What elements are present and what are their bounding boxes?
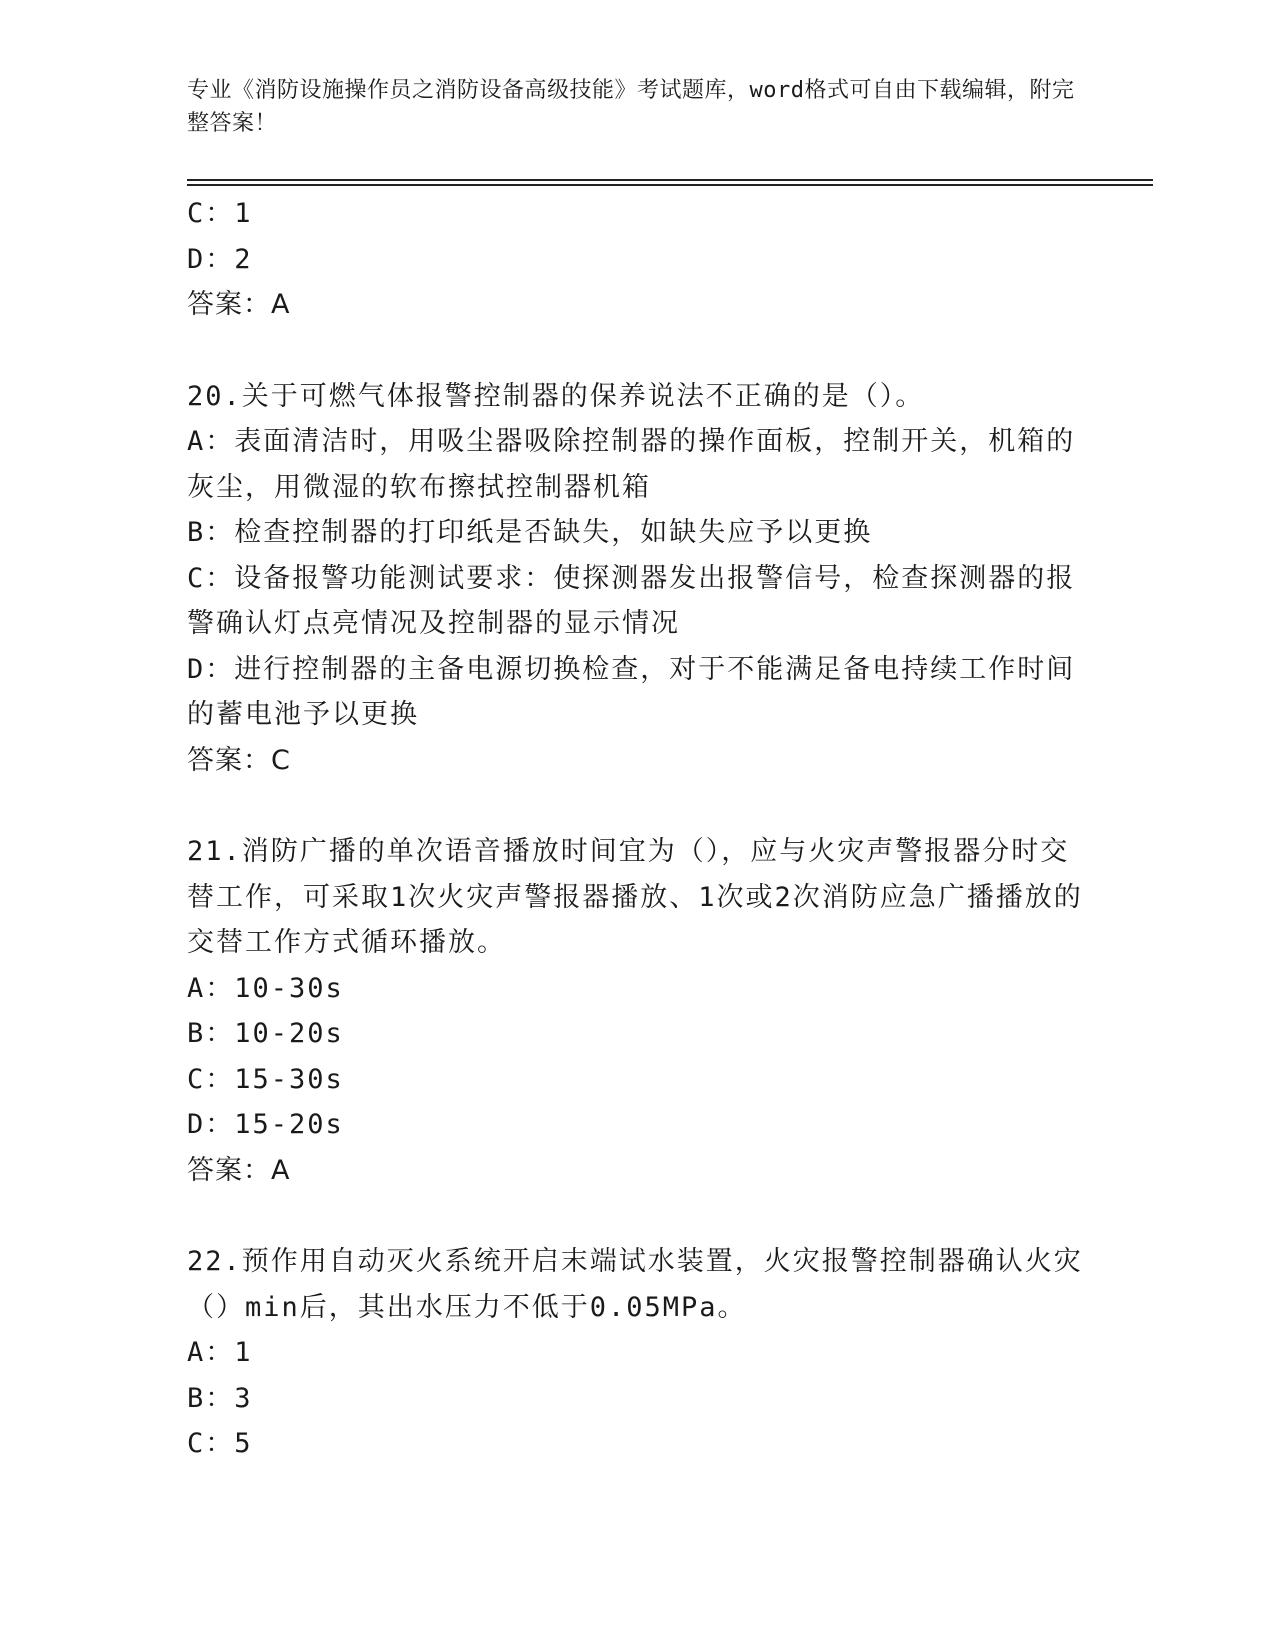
option-c: C：设备报警功能测试要求：使探测器发出报警信号，检查探测器的报警确认灯点亮情况及控制器的显示情况	[187, 562, 1076, 639]
option-d: D：15-20s	[187, 1109, 344, 1140]
option-a: A：1	[187, 1337, 253, 1368]
question-content	[187, 191, 1087, 1467]
option-b: B：3	[187, 1382, 253, 1414]
answer-line: 答案：A	[187, 1154, 291, 1186]
question-20-block	[187, 374, 1087, 784]
question-21-block	[187, 829, 1087, 1193]
option-c: C：15-30s	[187, 1063, 344, 1095]
document-header: 专业《消防设施操作员之消防设备高级技能》考试题库，word格式可自由下载编辑，附完整答案！	[187, 78, 1075, 136]
answer-line: 答案：A	[187, 289, 291, 320]
option-b: B：检查控制器的打印纸是否缺失，如缺失应予以更换	[187, 517, 873, 548]
option-a: A：10-30s	[187, 972, 344, 1004]
spacer	[187, 783, 1087, 829]
option-d: D：2	[187, 243, 253, 275]
question-22-block	[187, 1239, 1087, 1467]
option-d: D：进行控制器的主备电源切换检查，对于不能满足备电持续工作时间的蓄电池予以更换	[187, 653, 1076, 730]
option-a: A：表面清洁时，用吸尘器吸除控制器的操作面板，控制开关，机箱的灰尘，用微湿的软布擦拭控制器机箱	[187, 426, 1076, 503]
spacer	[187, 1193, 1087, 1239]
header-rule-bottom	[187, 184, 1153, 186]
prev-question-block	[187, 191, 1087, 328]
answer-line: 答案：C	[187, 744, 291, 776]
option-b: B：10-20s	[187, 1018, 344, 1049]
option-c: C：1	[187, 198, 253, 229]
question-stem: 22.预作用自动灭火系统开启末端试水装置，火灾报警控制器确认火灾（）min后，其出水压力不低于0.05MPa。	[187, 1246, 1083, 1323]
header-rule-top	[187, 179, 1153, 181]
question-stem: 20.关于可燃气体报警控制器的保养说法不正确的是（）。	[187, 380, 925, 412]
spacer	[187, 328, 1087, 374]
option-c: C：5	[187, 1428, 253, 1459]
question-stem: 21.消防广播的单次语音播放时间宜为（），应与火灾声警报器分时交替工作，可采取1次火灾声警报器播放、1次或2次消防应急广播播放的交替工作方式循环播放。	[187, 836, 1083, 958]
